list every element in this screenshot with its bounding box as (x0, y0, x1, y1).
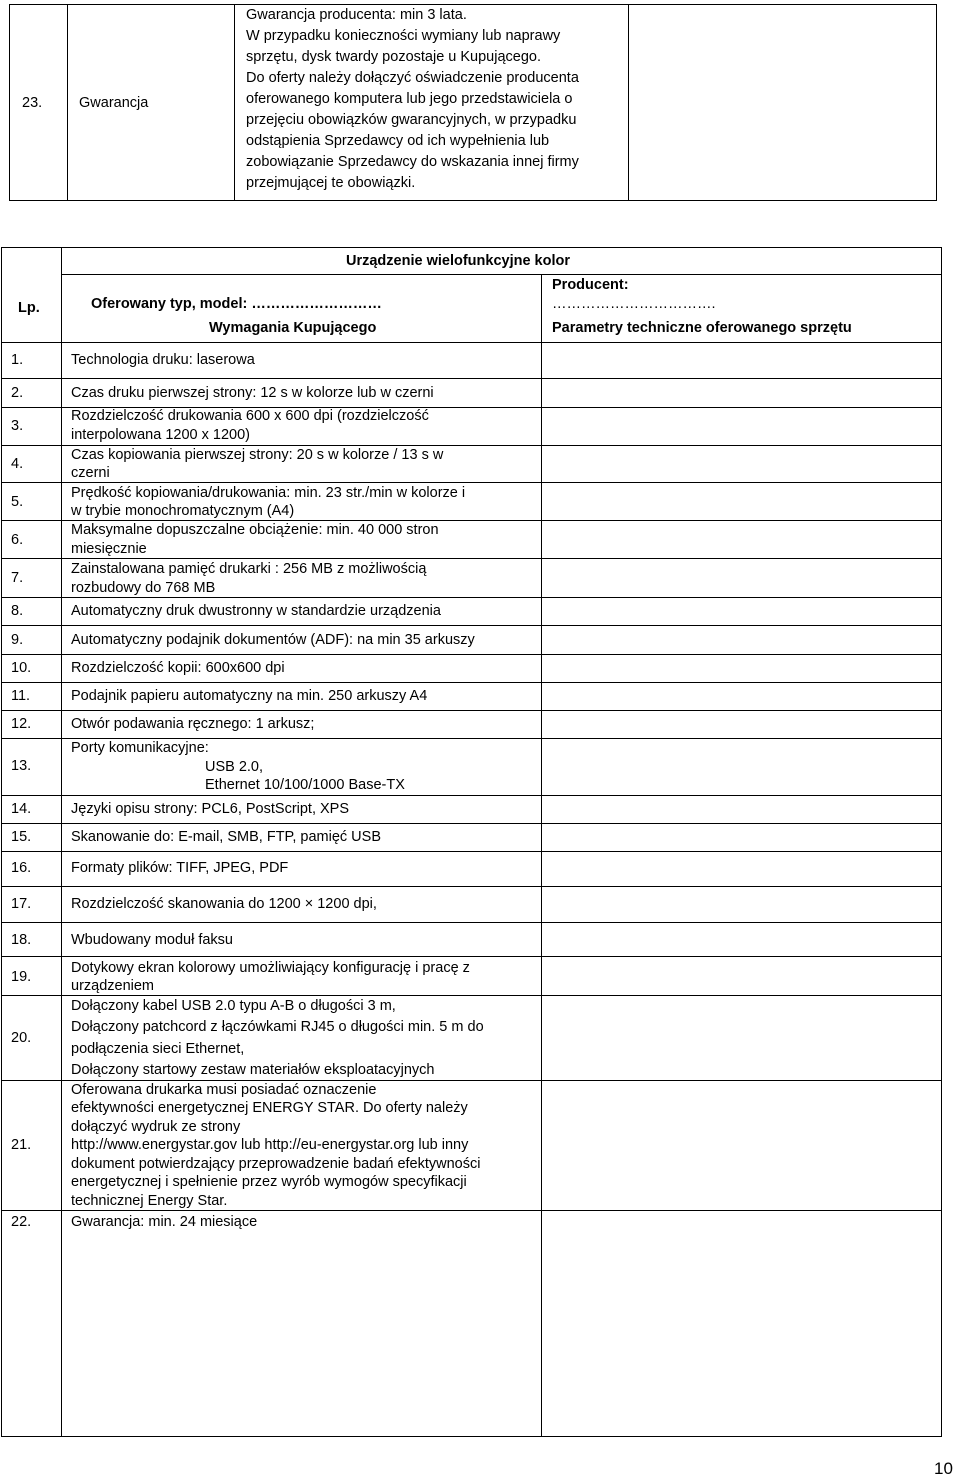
offered-model-label: Oferowany typ, model: ……………………… (91, 296, 382, 312)
warranty-col-divider-3 (628, 4, 629, 201)
row-number: 18. (11, 932, 32, 948)
row-text: USB 2.0, (205, 759, 264, 775)
requirements-header: Wymagania Kupującego (209, 320, 377, 336)
row-text: Rozdzielczość drukowania 600 x 600 dpi (rozdzielczość (71, 408, 429, 424)
warranty-number: 23. (22, 95, 43, 111)
row-divider (1, 922, 942, 923)
row-number: 6. (11, 532, 24, 548)
row-divider (1, 886, 942, 887)
row-text: http://www.energystar.gov lub http://eu-energystar.org lub inny (71, 1137, 469, 1153)
row-divider (1, 956, 942, 957)
row-text: urządzeniem (71, 978, 155, 994)
warranty-col-divider-1 (67, 4, 68, 201)
producer-label: Producent: (552, 277, 629, 293)
table-title: Urządzenie wielofunkcyjne kolor (346, 253, 570, 269)
row-divider (1, 682, 942, 683)
row-text: efektywności energetycznej ENERGY STAR. Do oferty należy (71, 1100, 468, 1116)
row-text: podłączenia sieci Ethernet, (71, 1041, 245, 1057)
row-text: Rozdzielczość skanowania do 1200 × 1200 dpi, (71, 896, 377, 912)
warranty-text-line: Do oferty należy dołączyć oświadczenie producenta (246, 70, 579, 86)
warranty-text-line: odstąpienia Sprzedawcy od ich wypełnienia lub (246, 133, 550, 149)
row-text: dołączyć wydruk ze strony (71, 1119, 241, 1135)
row-number: 19. (11, 969, 32, 985)
row-text: Automatyczny podajnik dokumentów (ADF): na min 35 arkuszy (71, 632, 475, 648)
row-text: Maksymalne dopuszczalne obciążenie: min. 40 000 stron (71, 522, 439, 538)
params-header: Parametry techniczne oferowanego sprzętu (552, 320, 852, 336)
row-number: 11. (11, 688, 31, 704)
lp-col-divider (61, 247, 62, 1437)
row-divider (1, 851, 942, 852)
row-text: miesięcznie (71, 541, 147, 557)
row-text: Formaty plików: TIFF, JPEG, PDF (71, 860, 289, 876)
warranty-text-line: przejmującej te obowiązki. (246, 175, 416, 191)
row-text: Dołączony kabel USB 2.0 typu A-B o długości 3 m, (71, 998, 396, 1014)
page-number: 10 (934, 1459, 953, 1478)
row-number: 13. (11, 758, 32, 774)
row-divider (1, 625, 942, 626)
params-col-divider (541, 274, 542, 1437)
row-number: 7. (11, 570, 24, 586)
row-number: 3. (11, 418, 24, 434)
warranty-text-line: Gwarancja producenta: min 3 lata. (246, 7, 467, 23)
row-number: 4. (11, 456, 24, 472)
row-text: interpolowana 1200 x 1200) (71, 427, 250, 443)
row-text: Skanowanie do: E-mail, SMB, FTP, pamięć USB (71, 829, 381, 845)
row-number: 15. (11, 829, 32, 845)
row-number: 20. (11, 1030, 32, 1046)
row-text: Ethernet 10/100/1000 Base-TX (205, 777, 405, 793)
row-number: 8. (11, 603, 24, 619)
row-text: rozbudowy do 768 MB (71, 580, 216, 596)
row-number: 21. (11, 1137, 32, 1153)
title-row-divider (61, 274, 942, 275)
row-number: 1. (11, 352, 24, 368)
header-divider (1, 342, 942, 343)
row-text: Prędkość kopiowania/drukowania: min. 23 str./min w kolorze i (71, 485, 466, 501)
warranty-text-line: przejęciu obowiązków gwarancyjnych, w przypadku (246, 112, 577, 128)
warranty-col-divider-2 (234, 4, 235, 201)
row-text: Porty komunikacyjne: (71, 740, 209, 756)
row-text: Dotykowy ekran kolorowy umożliwiający konfigurację i pracę z (71, 960, 470, 976)
row-text: Podajnik papieru automatyczny na min. 250 arkuszy A4 (71, 688, 428, 704)
row-number: 12. (11, 716, 32, 732)
row-text: Otwór podawania ręcznego: 1 arkusz; (71, 716, 315, 732)
row-number: 10. (11, 660, 32, 676)
row-text: czerni (71, 465, 110, 481)
row-text: w trybie monochromatycznym (A4) (71, 503, 295, 519)
producer-dots: ……………………………. (552, 296, 716, 312)
row-divider (1, 654, 942, 655)
row-divider (1, 823, 942, 824)
row-number: 22. (11, 1214, 32, 1230)
row-text: Automatyczny druk dwustronny w standardzie urządzenia (71, 603, 441, 619)
row-text: dokument potwierdzający przeprowadzenie badań efektywności (71, 1156, 481, 1172)
row-text: Czas druku pierwszej strony: 12 s w kolorze lub w czerni (71, 385, 434, 401)
row-number: 17. (11, 896, 32, 912)
row-text: Języki opisu strony: PCL6, PostScript, XPS (71, 801, 350, 817)
row-divider (1, 795, 942, 796)
row-text: Gwarancja: min. 24 miesiące (71, 1214, 258, 1230)
row-text: Oferowana drukarka musi posiadać oznaczenie (71, 1082, 377, 1098)
row-number: 2. (11, 385, 24, 401)
row-text: Czas kopiowania pierwszej strony: 20 s w kolorze / 13 s w (71, 447, 444, 463)
row-text: Wbudowany moduł faksu (71, 932, 233, 948)
row-divider (1, 378, 942, 379)
warranty-text-line: sprzętu, dysk twardy pozostaje u Kupującego. (246, 49, 541, 65)
row-text: Rozdzielczość kopii: 600x600 dpi (71, 660, 285, 676)
warranty-label: Gwarancja (79, 95, 149, 111)
row-number: 9. (11, 632, 24, 648)
row-divider (1, 482, 942, 483)
row-text: Dołączony startowy zestaw materiałów eksploatacyjnych (71, 1062, 435, 1078)
row-number: 5. (11, 494, 24, 510)
row-text: technicznej Energy Star. (71, 1193, 228, 1209)
row-text: Dołączony patchcord z łączówkami RJ45 o długości min. 5 m do (71, 1019, 484, 1035)
row-text: energetycznej i spełnienie przez wyrób wymogów specyfikacji (71, 1174, 467, 1190)
row-text: Zainstalowana pamięć drukarki : 256 MB z możliwością (71, 561, 427, 577)
row-divider (1, 710, 942, 711)
warranty-text-line: oferowanego komputera lub jego przedstawiciela o (246, 91, 573, 107)
warranty-text-line: zobowiązanie Sprzedawcy do wskazania innej firmy (246, 154, 579, 170)
warranty-text-line: W przypadku konieczności wymiany lub naprawy (246, 28, 561, 44)
row-text: Technologia druku: laserowa (71, 352, 255, 368)
lp-header: Lp. (18, 300, 40, 316)
row-number: 14. (11, 801, 32, 817)
row-number: 16. (11, 860, 32, 876)
